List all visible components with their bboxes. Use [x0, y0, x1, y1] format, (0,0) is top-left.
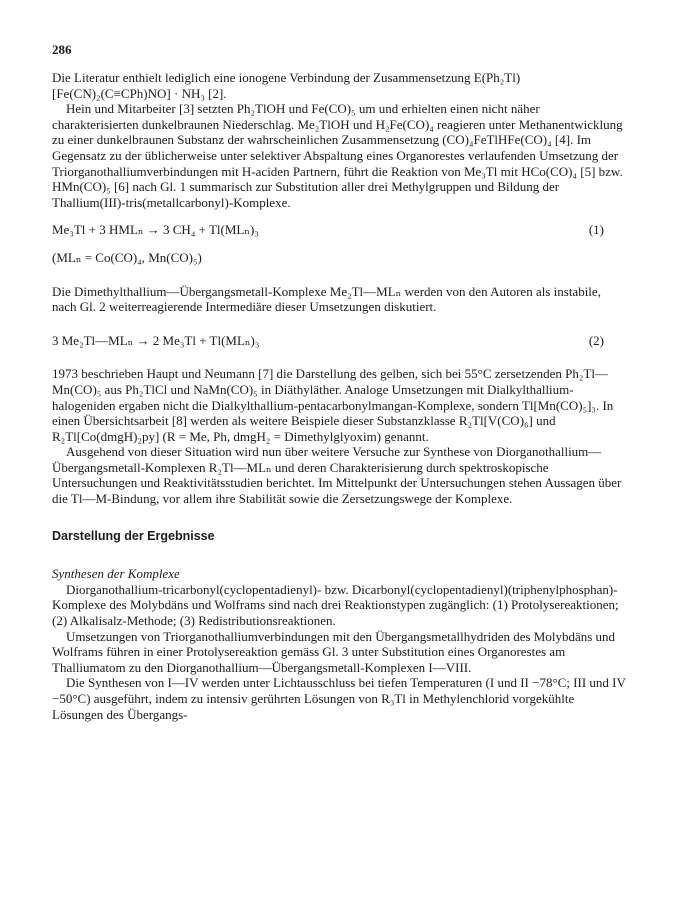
equation-1	[52, 222, 628, 238]
section-heading: Darstellung der Ergebnisse	[52, 528, 215, 543]
equation-2-formula: 3 Me₂Tl—MLₙ → 2 Me₃Tl + Tl(MLₙ)₃	[52, 332, 260, 348]
equation-1-note: (MLₙ = Co(CO)₄, Mn(CO)₅)	[52, 249, 202, 265]
paragraph-haupt-neumann: 1973 beschrieben Haupt und Neumann [7] die Darstellung des gelben, sich bei 55°C zersetzenden Ph₂Tl—Mn(CO)₅ aus Ph₂TlCl und NaMn(CO)₅ in Diäthyläther. Analoge Umsetzungen mit Dialkylthallium-halogeniden ergaben nicht die Dialkylthallium-pentacarbonylmangan-Komplexe, sondern Tl[Mn(CO)₅]₃. In einen Übersichtsarbeit [8] werden als weitere Beispiele dieser Substanzklasse R₂Tl[V(CO)₆] und R₂Tl[Co(dmgH)₂py] (R = Me, Ph, dmgH₂ = Dimethylglyoxim) genannt.	[52, 366, 614, 444]
equation-2	[52, 333, 628, 349]
equation-1-number: (1)	[588, 222, 604, 238]
paragraph-dimethylthallium: Die Dimethylthallium—Übergangsmetall-Komplexe Me₂Tl—MLₙ werden von den Autoren als instabile, nach Gl. 2 weiterreagierende Intermediäre dieser Umsetzungen diskutiert.	[52, 283, 601, 315]
paragraph-reaktionstypen: Diorganothallium-tricarbonyl(cyclopentadienyl)- bzw. Dicarbonyl(cyclopentadienyl)(triphenylphosphan)-Komplexe des Molybdäns und Wolframs sind nach drei Reaktionstypen zugänglich: (1) Protolysereaktionen; (2) Alkalisalz-Methode; (3) Redistributionsreaktionen.	[52, 581, 619, 629]
paragraph-synthesen: Die Synthesen von I—IV werden unter Lichtausschluss bei tiefen Temperaturen (I und II −78°C; III und IV −50°C) ausgeführt, indem zu intensiv gerührten Lösungen von R₃Tl in Methylenchlorid vorgekühlte Lösungen des Übergangs-	[52, 675, 626, 722]
page-number: 286	[52, 42, 72, 57]
paragraph-literature: Die Literatur enthielt lediglich eine ionogene Verbindung der Zusammensetzung E(Ph₂Tl)[Fe(CN)₂(C≡CPh)NO] · NH₃ [2].	[52, 70, 521, 101]
paragraph-ausgehend: Ausgehend von dieser Situation wird nun über weitere Versuche zur Synthese von Diorganothallium—Übergangsmetall-Komplexen R₂Tl—MLₙ und deren Charakterisierung durch spektroskopische Untersuchungen und Reaktivitätsstudien berichtet. Im Mittelpunkt der Untersuchungen stehen Aussagen über die Tl—M-Bindung, vor allem ihre Stabilität sowie die Zersetzungswege der Komplexe.	[52, 444, 622, 507]
page-body	[52, 70, 628, 722]
equation-1-formula: Me₃Tl + 3 HMLₙ → 3 CH₄ + Tl(MLₙ)₃	[52, 222, 259, 238]
subsection-heading: Synthesen der Komplexe	[52, 566, 180, 582]
equation-2-number: (2)	[588, 332, 604, 348]
paragraph-hein: Hein und Mitarbeiter [3] setzten Ph₂TlOH und Fe(CO)₅ um und erhielten einen nicht näher charakterisierten dunkelbraunen Niederschlag. Me₂TlOH und H₂Fe(CO)₄ reagieren unter Methanentwicklung zu einer dunkelbraunen Substanz der wahrscheinlichen Zusammensetzung (CO)₄FeTlHFe(CO)₄ [4]. Im Gegensatz zu der üblicherweise unter selektiver Abspaltung eines Organorestes verlaufenden Umsetzung der Triorganothalliumverbindungen mit H-aciden Partnern, führt die Reaktion von Me₃Tl mit HCo(CO)₄ [5] bzw. HMn(CO)₅ [6] nach Gl. 1 summarisch zur Substitution aller drei Methylgruppen und Bildung der Thallium(III)-tris(metallcarbonyl)-Komplexe.	[52, 101, 623, 210]
paragraph-protolyse: Umsetzungen von Triorganothalliumverbindungen mit den Übergangsmetallhydriden des Molybdäns und Wolframs führen in einer Protolysereaktion gemäss Gl. 3 unter Substitution eines Organorestes am Thalliumatom zu den Diorganothallium—Übergangsmetall-Komplexen I—VIII.	[52, 628, 616, 675]
